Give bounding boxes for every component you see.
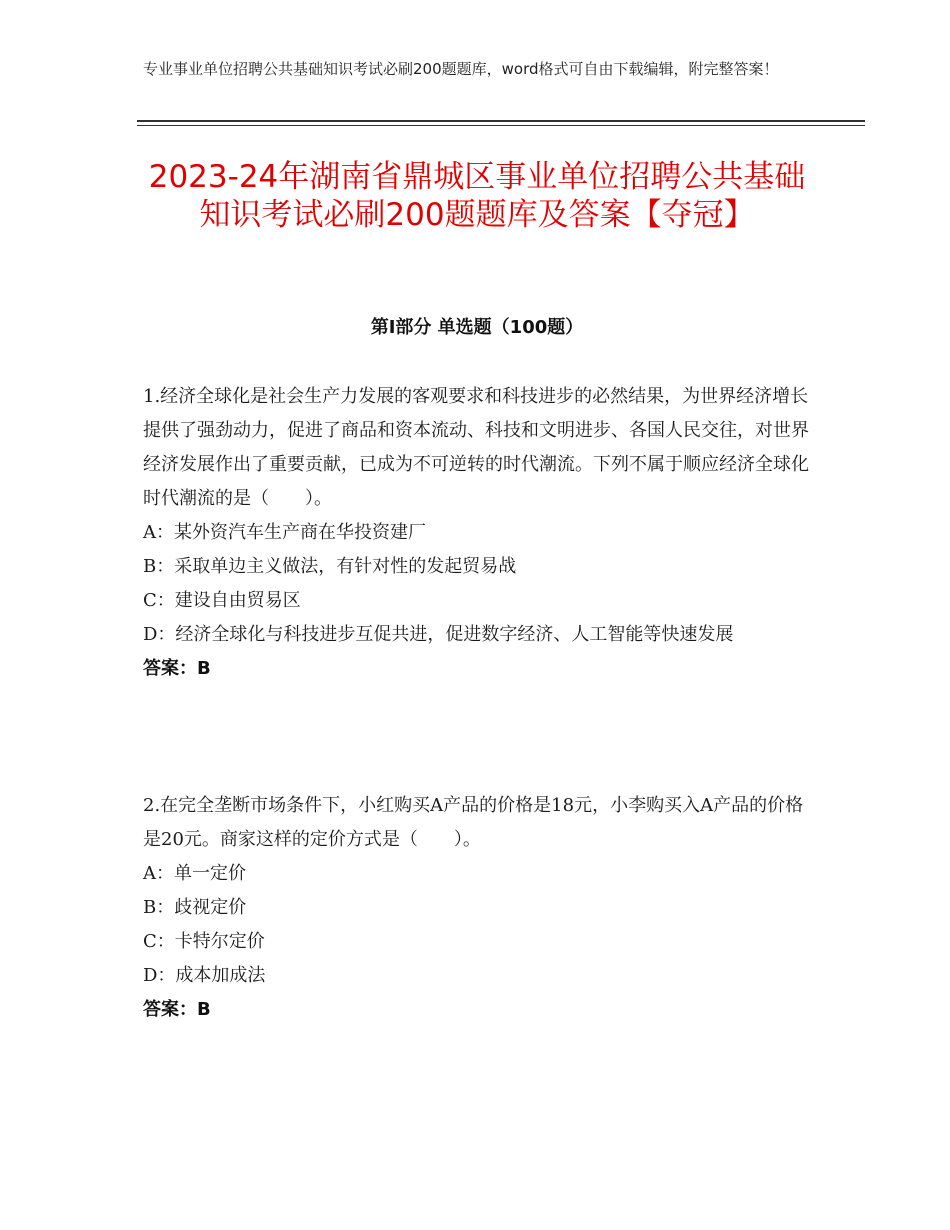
option-d: D：经济全球化与科技进步互促共进，促进数字经济、人工智能等快速发展	[143, 624, 734, 645]
option-a: A：某外资汽车生产商在华投资建厂	[143, 522, 426, 543]
answer: 答案：B	[143, 658, 211, 679]
question-stem: 1.经济全球化是社会生产力发展的客观要求和科技进步的必然结果，为世界经济增长提供了强劲动力，促进了商品和资本流动、科技和文明进步、各国人民交往，对世界经济发展作出了重要贡献，已成为不可逆转的时代潮流。下列不属于顺应经济全球化时代潮流的是（ ）。	[143, 386, 809, 509]
header-rule-thick	[137, 120, 865, 122]
header-rule-thin	[137, 125, 865, 126]
question-stem: 2.在完全垄断市场条件下，小红购买A产品的价格是18元，小李购买入A产品的价格是20元。商家这样的定价方式是（ ）。	[143, 795, 804, 850]
option-c: C：建设自由贸易区	[143, 590, 301, 611]
question-2	[143, 789, 811, 1027]
question-1	[143, 380, 811, 686]
header-note: 专业事业单位招聘公共基础知识考试必刷200题题库，word格式可自由下载编辑，附完整答案！	[143, 60, 779, 78]
option-d: D：成本加成法	[143, 965, 266, 986]
document-title: 2023-24年湖南省鼎城区事业单位招聘公共基础知识考试必刷200题题库及答案【夺冠】	[148, 159, 806, 233]
option-b: B：歧视定价	[143, 897, 247, 918]
section-heading: 第Ⅰ部分 单选题（100题）	[370, 317, 584, 338]
option-b: B：采取单边主义做法，有针对性的发起贸易战	[143, 556, 517, 577]
option-a: A：单一定价	[143, 863, 246, 884]
option-c: C：卡特尔定价	[143, 931, 265, 952]
answer: 答案：B	[143, 999, 211, 1020]
